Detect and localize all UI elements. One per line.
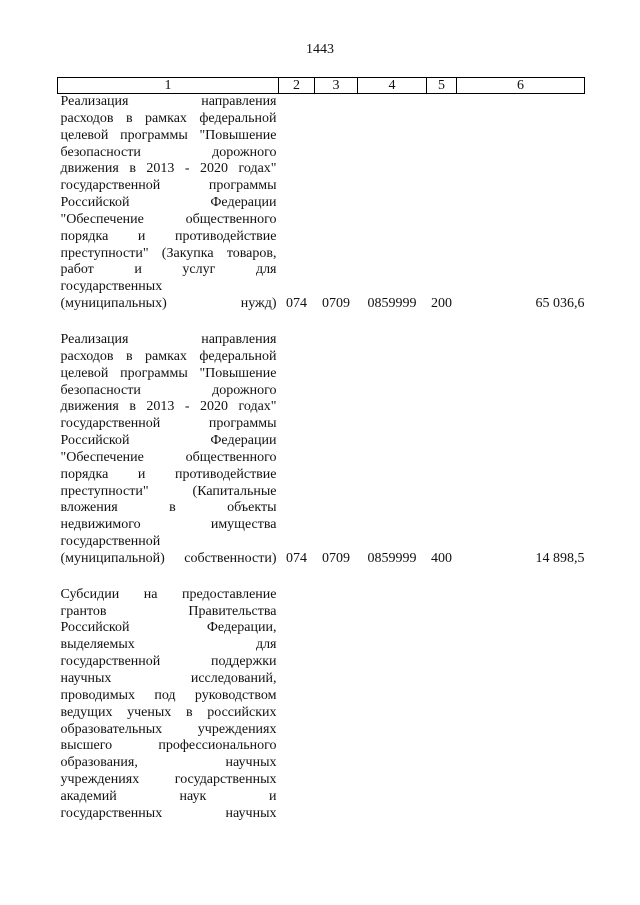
column-header: 6	[457, 78, 585, 94]
description-line: государственной программы	[60, 416, 277, 432]
amount-value: 14 898,5	[535, 550, 585, 566]
expense-description	[58, 94, 279, 313]
description-line: вложения в объекты	[60, 500, 277, 516]
target-article-code	[358, 587, 427, 823]
description-line: "Обеспечение общественного	[60, 211, 277, 227]
description-line: государственных	[60, 279, 163, 295]
description-line: Российской Федерации,	[60, 620, 277, 636]
description-line: Российской Федерации	[60, 433, 277, 449]
description-line: движения в 2013 - 2020 годах"	[60, 399, 277, 415]
description-line: грантов Правительства	[60, 603, 277, 619]
description-line: преступности" (Капитальные	[60, 483, 277, 499]
description-line: порядка и противодействие	[60, 466, 277, 482]
table-row	[58, 332, 585, 568]
description-line: "Обеспечение общественного	[60, 449, 277, 465]
column-number-header	[58, 78, 585, 94]
table-row	[58, 587, 585, 823]
description-line: научных исследований,	[60, 671, 277, 686]
target-article-code: 0859999	[367, 296, 417, 312]
description-line: государственных научных	[60, 805, 277, 821]
description-line: недвижимого имущества	[60, 517, 277, 533]
description-line: образовательных учреждениях	[60, 721, 277, 737]
ministry-code: 074	[286, 550, 307, 566]
expense-type-code: 400	[431, 550, 452, 566]
description-line: государственной	[60, 534, 161, 550]
table-row	[58, 94, 585, 313]
description-line: работ и услуг для	[60, 262, 277, 278]
expense-type-code: 200	[431, 296, 452, 312]
section-code: 0709	[322, 550, 350, 566]
column-header: 5	[427, 78, 457, 94]
description-line: учреждениях государственных	[60, 772, 277, 788]
column-header: 1	[58, 78, 279, 94]
amount-value: 65 036,6	[535, 296, 585, 312]
column-header: 3	[315, 78, 358, 94]
section-code: 0709	[322, 296, 350, 312]
description-line: расходов в рамках федеральной	[60, 110, 277, 126]
description-line: Субсидии на предоставление	[60, 586, 277, 602]
column-header: 4	[358, 78, 427, 94]
ministry-code	[279, 587, 315, 823]
description-line: безопасности дорожного	[60, 382, 277, 398]
description-line: государственной программы	[60, 178, 277, 194]
description-line: целевой программы "Повышение	[60, 127, 277, 143]
description-line: Реализация направления	[60, 94, 277, 109]
description-line: (муниципальной) собственности)	[60, 550, 277, 566]
description-line: выделяемых для	[60, 637, 277, 653]
description-line: расходов в рамках федеральной	[60, 348, 277, 364]
expense-description	[58, 332, 279, 568]
column-header: 2	[279, 78, 315, 94]
description-line: проводимых под руководством	[60, 687, 277, 703]
description-line: ведущих ученых в российских	[60, 704, 277, 720]
ministry-code: 074	[286, 296, 307, 312]
row-spacer	[58, 568, 585, 587]
expense-type-code	[427, 587, 457, 823]
description-line: безопасности дорожного	[60, 144, 277, 160]
description-line: государственной поддержки	[60, 654, 277, 670]
page-number: 1443	[306, 42, 334, 57]
description-line: Реализация направления	[60, 331, 277, 347]
description-line: порядка и противодействие	[60, 228, 277, 244]
budget-table	[57, 77, 585, 823]
expense-description	[58, 587, 279, 823]
section-code	[315, 587, 358, 823]
amount-value	[457, 587, 585, 823]
description-line: образования, научных	[60, 755, 277, 771]
target-article-code: 0859999	[367, 550, 417, 566]
description-line: высшего профессионального	[60, 738, 277, 754]
description-line: Российской Федерации	[60, 195, 277, 211]
description-line: целевой программы "Повышение	[60, 365, 277, 381]
row-spacer	[58, 313, 585, 332]
description-line: академий наук и	[60, 788, 277, 804]
description-line: (муниципальных) нужд)	[60, 296, 277, 312]
description-line: движения в 2013 - 2020 годах"	[60, 161, 277, 177]
description-line: преступности" (Закупка товаров,	[60, 245, 277, 261]
